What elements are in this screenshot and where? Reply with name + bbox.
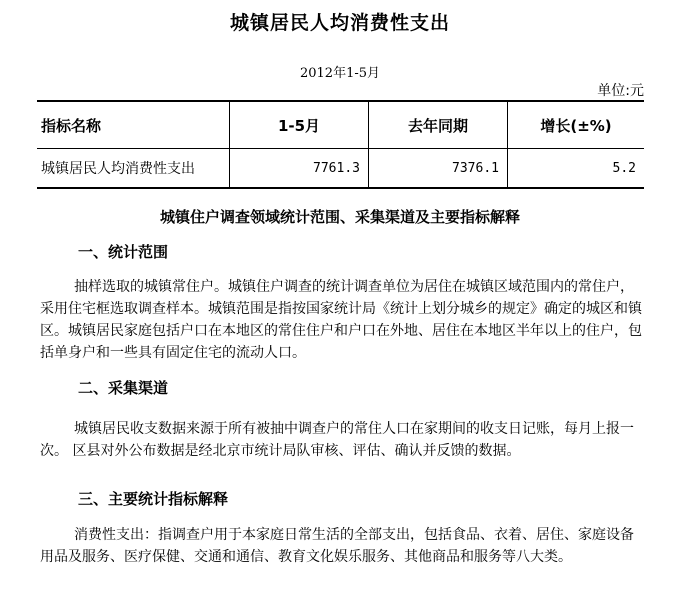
column-header-growth: 增长(±%)	[508, 101, 645, 149]
cell-current-value: 7761.3	[230, 149, 369, 189]
page-title: 城镇居民人均消费性支出	[229, 12, 450, 34]
section-heading-scope: 一、统计范围	[78, 243, 169, 261]
column-header-last-year: 去年同期	[369, 101, 508, 149]
section-heading-channel: 二、采集渠道	[78, 379, 169, 397]
cell-growth-value: 5.2	[508, 149, 645, 189]
column-header-current: 1-5月	[230, 101, 369, 149]
section-text-indicators: 消费性支出：指调查户用于本家庭日常生活的全部支出，包括食品、衣着、居住、家庭设备用品及服务、医疗保健、交通和通信、教育文化娱乐服务、其他商品和服务等八大类。	[40, 527, 634, 565]
table-row	[37, 149, 644, 189]
cell-last-year-value: 7376.1	[369, 149, 508, 189]
report-period: 2012年1-5月	[299, 66, 381, 81]
table-header-row	[37, 101, 644, 149]
section-text-scope: 抽样选取的城镇常住户。城镇住户调查的统计调查单位为居住在城镇区域范围内的常住户，采用住宅框选取调查样本。城镇范围是指按国家统计局《统计上划分城乡的规定》确定的城区和镇区。城镇居民家庭包括户口在本地区的常住住户和户口在外地、居住在本地区半年以上的住户，包括单身户和一些具有固定住宅的流动人口。	[40, 279, 642, 361]
unit-label: 单位:元	[597, 83, 644, 99]
section-text-channel: 城镇居民收支数据来源于所有被抽中调查户的常住人口在家期间的收支日记账，每月上报一次。 区县对外公布数据是经北京市统计局队审核、评估、确认并反馈的数据。	[40, 421, 634, 459]
column-header-indicator: 指标名称	[37, 101, 230, 149]
explanation-heading: 城镇住户调查领域统计范围、采集渠道及主要指标解释	[159, 208, 520, 226]
section-heading-indicators: 三、主要统计指标解释	[78, 490, 229, 508]
cell-indicator-name: 城镇居民人均消费性支出	[37, 149, 230, 189]
statistics-table	[37, 100, 644, 189]
